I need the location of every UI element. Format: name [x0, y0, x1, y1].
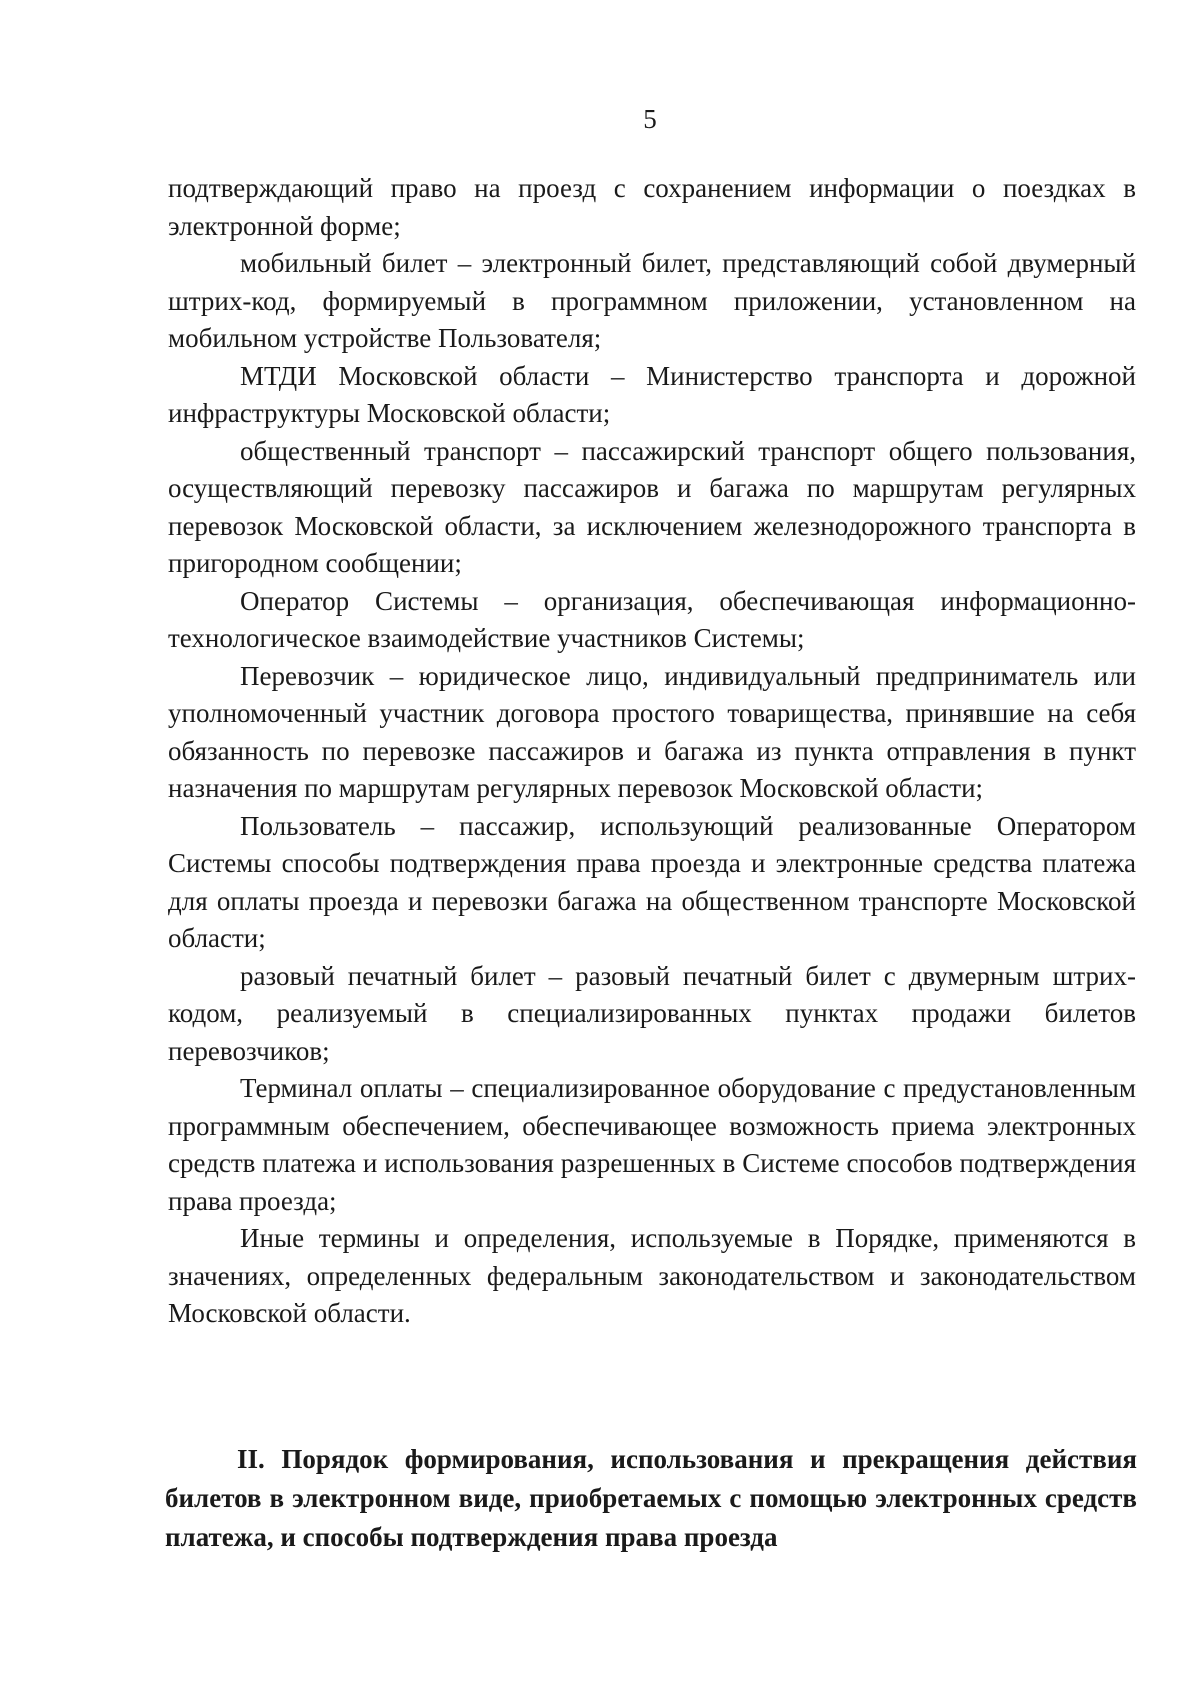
paragraph-continuation: подтверждающий право на проезд с сохранением информации о поездках в электронной форме; [168, 173, 1136, 241]
definition-public-transport: общественный транспорт – пассажирский транспорт общего пользования, осуществляющий перевозку пассажиров и багажа по маршрутам регулярных перевозок Московской области, за исключением железнодорожного транспорта в пригородном сообщении; [168, 435, 1136, 578]
definition-system-operator: Оператор Системы – организация, обеспечивающая информационно-технологическое взаимодействие участников Системы; [168, 585, 1136, 653]
document-body [168, 170, 1136, 1333]
definition-other-terms: Иные термины и определения, используемые в Порядке, применяются в значениях, определенных федеральным законодательством и законодательством Московской области. [168, 1223, 1136, 1328]
page-number: 5 [643, 104, 657, 134]
definition-single-printed-ticket: разовый печатный билет – разовый печатный билет с двумерным штрих-кодом, реализуемый в специализированных пунктах продажи билетов перевозчиков; [168, 960, 1136, 1066]
definition-user: Пользователь – пассажир, использующий реализованные Оператором Системы способы подтверждения права проезда и электронные средства платежа для оплаты проезда и перевозки багажа на общественном транспорте Московской области; [168, 810, 1136, 953]
definition-payment-terminal: Терминал оплаты – специализированное оборудование с предустановленным программным обеспечением, обеспечивающее возможность приема электронных средств платежа и использования разрешенных в Системе способов подтверждения права проезда; [168, 1073, 1136, 1216]
section-heading: II. Порядок формирования, использования и прекращения действия билетов в электронном виде, приобретаемых с помощью электронных средств платежа, и способы подтверждения права проезда [165, 1444, 1137, 1552]
definition-carrier: Перевозчик – юридическое лицо, индивидуальный предприниматель или уполномоченный участник договора простого товарищества, принявшие на себя обязанность по перевозке пассажиров и багажа из пункта отправления в пункт назначения по маршрутам регулярных перевозок Московской области; [168, 660, 1136, 803]
definition-mtdi: МТДИ Московской области – Министерство транспорта и дорожной инфраструктуры Московской области; [168, 360, 1136, 428]
definition-mobile-ticket: мобильный билет – электронный билет, представляющий собой двумерный штрих-код, формируемый в программном приложении, установленном на мобильном устройстве Пользователя; [168, 248, 1136, 353]
